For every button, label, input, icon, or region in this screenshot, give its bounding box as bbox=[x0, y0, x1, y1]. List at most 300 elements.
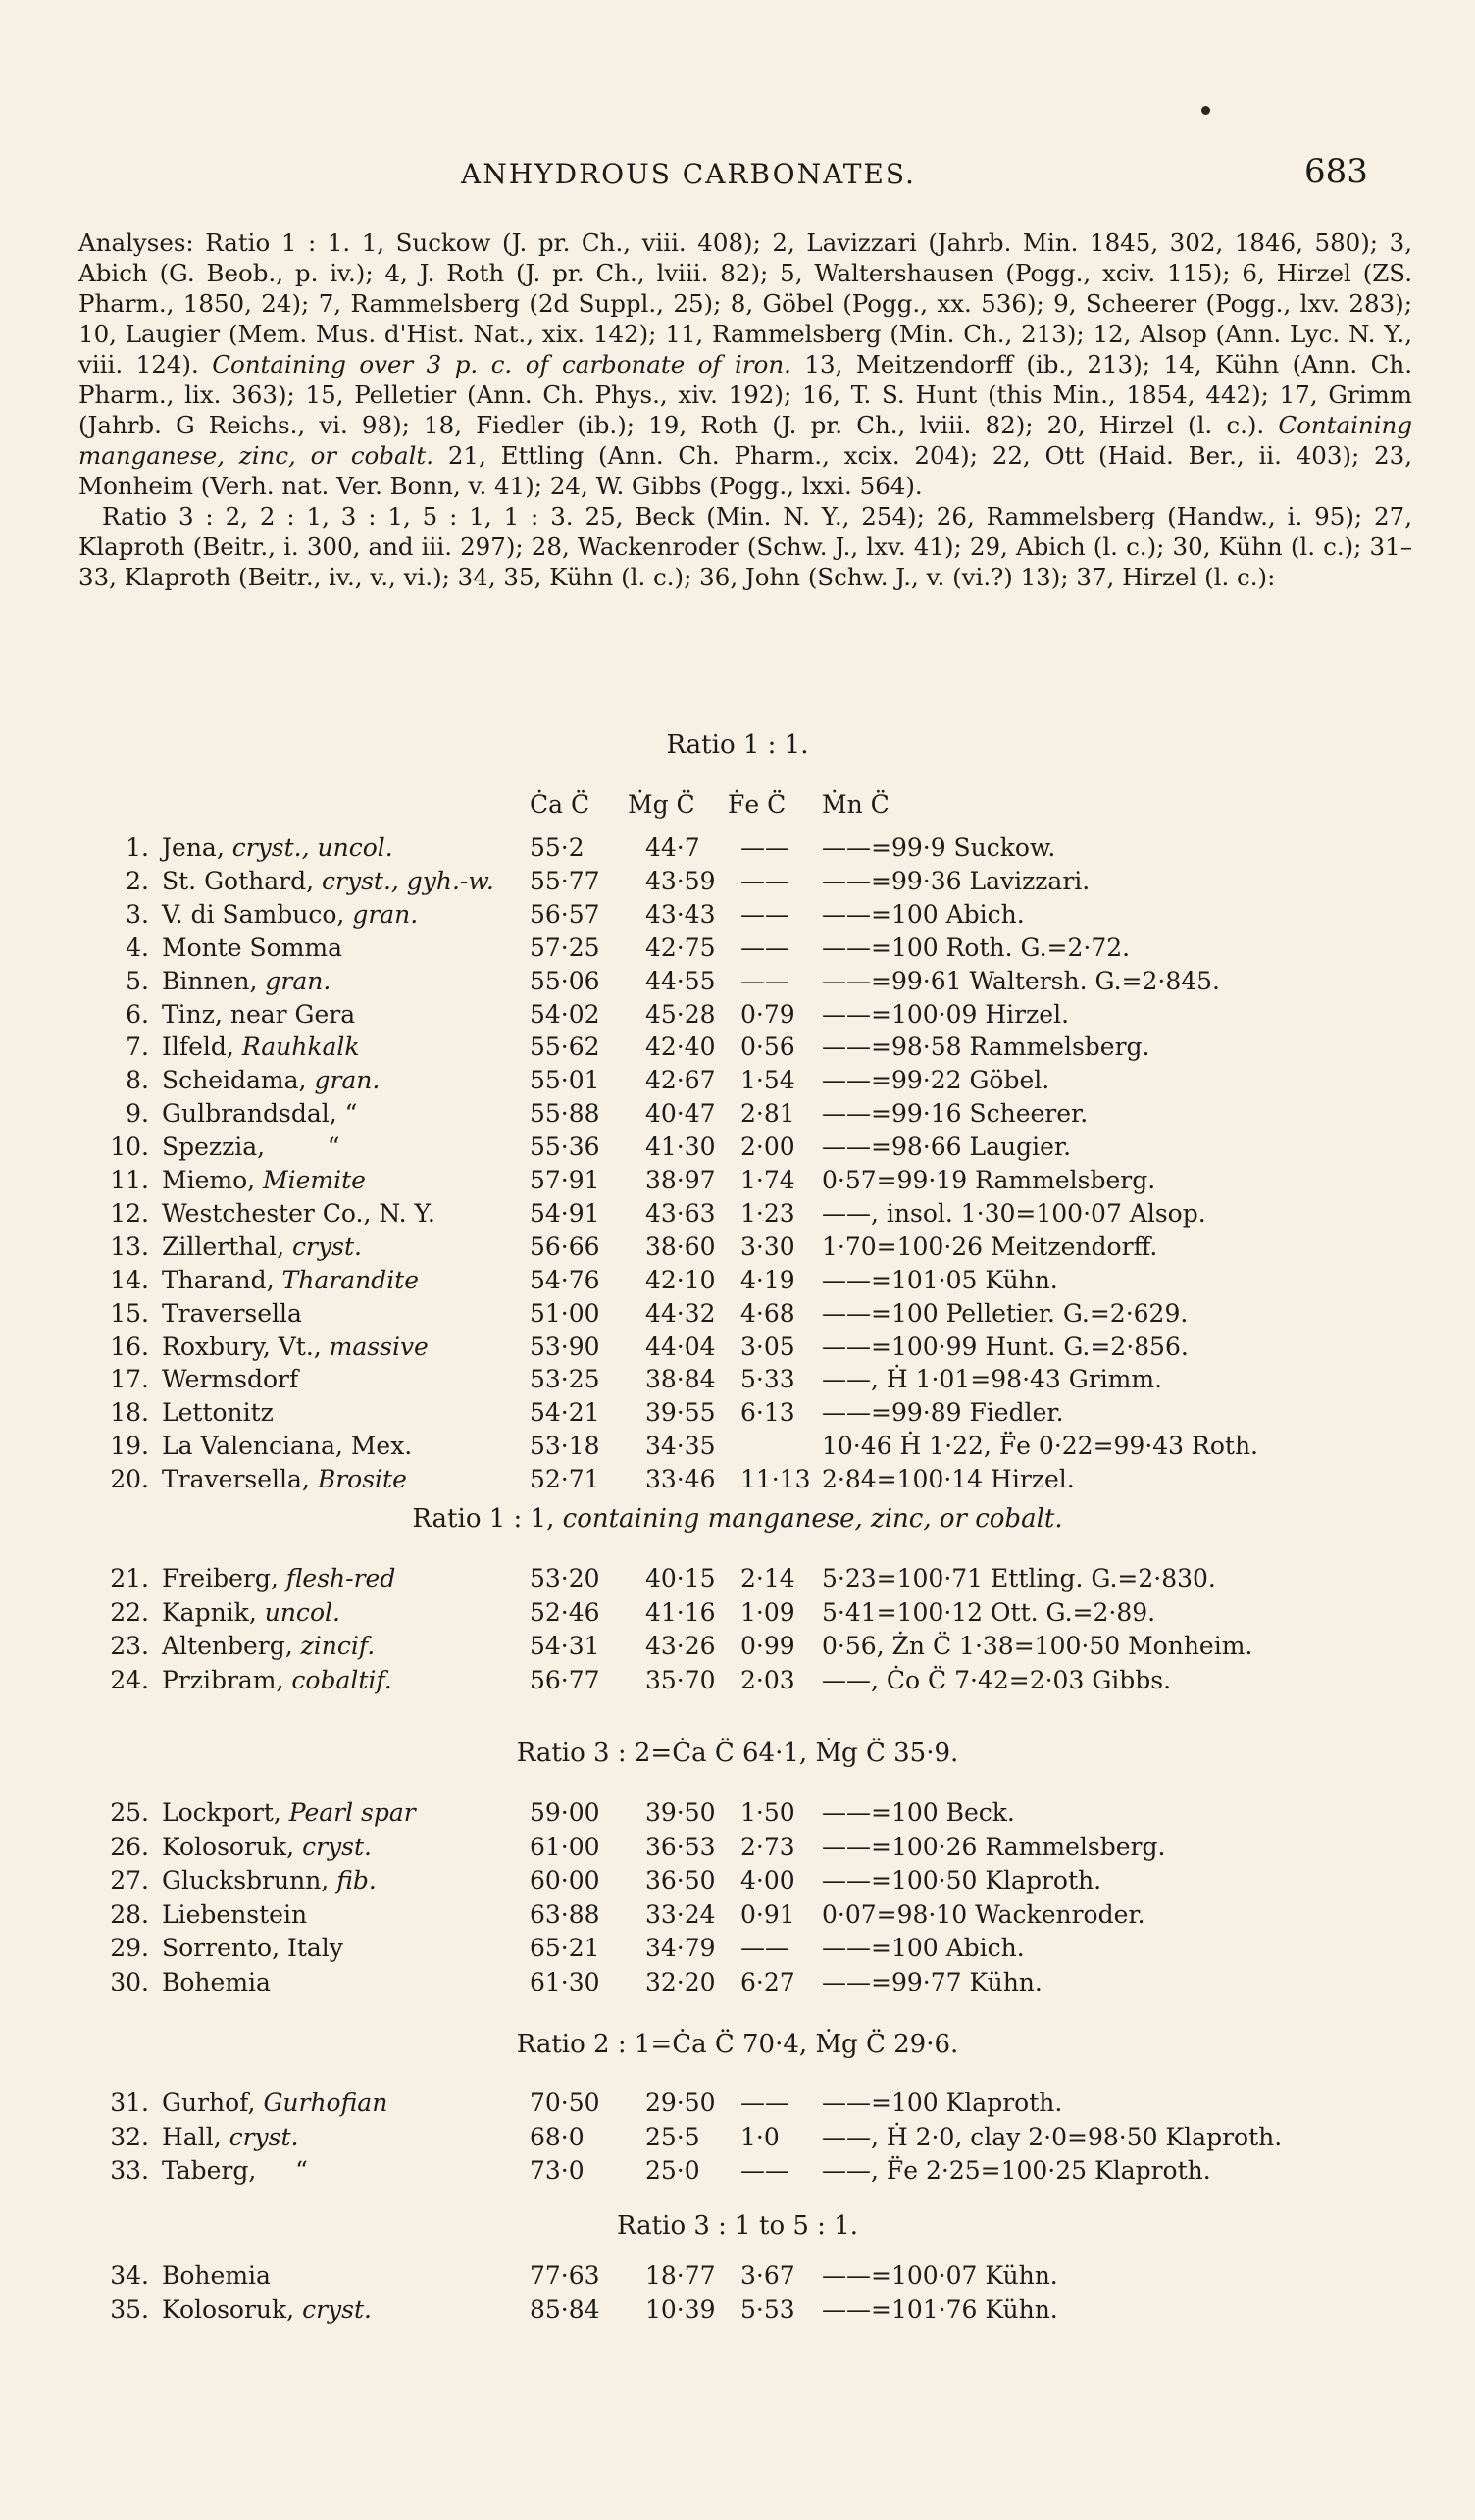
locality bbox=[162, 967, 331, 995]
value-mg-carbonate: 32·20 bbox=[645, 1968, 716, 1996]
row-number: 20. bbox=[110, 1465, 149, 1494]
value-mg-carbonate: 43·43 bbox=[645, 899, 716, 929]
value-fe-carbonate: 3·30 bbox=[740, 1232, 795, 1261]
value-fe-carbonate: 4·00 bbox=[740, 1866, 795, 1895]
table-row bbox=[0, 2261, 1475, 2294]
table-row bbox=[0, 1900, 1475, 1934]
locality bbox=[162, 1199, 435, 1228]
section-title: Ratio 3 : 2=Ċa C̈ 64·1, Ṁg C̈ 35·9. bbox=[516, 1739, 959, 1768]
value-mn-total-analyst: ——=99·61 Waltersh. G.=2·845. bbox=[822, 966, 1220, 995]
locality-variety: cryst., uncol. bbox=[231, 833, 393, 862]
value-mg-carbonate: 40·47 bbox=[645, 1099, 716, 1129]
locality bbox=[162, 1564, 395, 1592]
row-number: 7. bbox=[126, 1033, 149, 1062]
value-ca-carbonate: 52·46 bbox=[530, 1597, 600, 1627]
locality-name: Tharand, bbox=[162, 1265, 282, 1294]
value-ca-carbonate: 53·20 bbox=[530, 1564, 600, 1592]
value-mg-carbonate: 36·50 bbox=[645, 1866, 716, 1895]
locality-name: Gulbrandsdal, “ bbox=[162, 1099, 358, 1129]
value-ca-carbonate: 77·63 bbox=[530, 2261, 600, 2290]
table-row bbox=[0, 1465, 1475, 1498]
value-mg-carbonate: 41·16 bbox=[645, 1597, 716, 1627]
row-number: 9. bbox=[126, 1099, 149, 1129]
table-row bbox=[0, 1564, 1475, 1597]
value-fe-carbonate: 11·13 bbox=[740, 1465, 811, 1494]
value-mn-total-analyst: 5·23=100·71 Ettling. G.=2·830. bbox=[822, 1564, 1216, 1592]
value-ca-carbonate: 55·06 bbox=[530, 966, 600, 995]
locality-variety: Rauhkalk bbox=[241, 1033, 360, 1062]
value-ca-carbonate: 68·0 bbox=[530, 2122, 585, 2151]
value-mg-carbonate: 35·70 bbox=[645, 1665, 716, 1694]
analyses-text: 21, Ettling (Ann. Ch. Pharm., xcix. 204); 22, Ott (Haid. Ber., ii. 403); 23, Monheim (Verh. nat. Ver. Bonn, v. 41); 24, W. Gibbs (Pogg., lxxi. 564). bbox=[78, 441, 1412, 500]
row-number: 1. bbox=[126, 833, 149, 862]
table-row bbox=[0, 1066, 1475, 1099]
row-number: 16. bbox=[110, 1332, 149, 1361]
value-fe-carbonate: 1·23 bbox=[740, 1198, 795, 1228]
value-ca-carbonate: 73·0 bbox=[530, 2156, 585, 2185]
locality-name: Roxbury, Vt., bbox=[162, 1332, 330, 1361]
row-number: 2. bbox=[126, 866, 149, 895]
value-fe-carbonate: 6·13 bbox=[740, 1398, 795, 1428]
locality bbox=[162, 933, 342, 962]
value-mg-carbonate: 41·30 bbox=[645, 1133, 716, 1162]
row-number: 5. bbox=[126, 966, 149, 995]
analyses-references bbox=[78, 227, 1412, 592]
value-fe-carbonate: 2·14 bbox=[740, 1564, 795, 1592]
value-ca-carbonate: 54·76 bbox=[530, 1265, 600, 1294]
value-mg-carbonate: 34·35 bbox=[645, 1432, 716, 1461]
locality bbox=[162, 1666, 392, 1694]
value-ca-carbonate: 61·00 bbox=[530, 1832, 600, 1861]
section-title: Ratio 3 : 1 to 5 : 1. bbox=[617, 2211, 858, 2241]
locality-variety: fib. bbox=[336, 1866, 377, 1895]
table-row bbox=[0, 933, 1475, 967]
column-header-ca: Ċa C̈ bbox=[530, 790, 590, 819]
locality-name: Traversella bbox=[162, 1298, 302, 1328]
locality-name: Hall, bbox=[162, 2122, 229, 2151]
value-mn-total-analyst: 0·57=99·19 Rammelsberg. bbox=[822, 1166, 1156, 1194]
row-number: 14. bbox=[110, 1265, 149, 1294]
value-mn-total-analyst: ——, Ḣ 2·0, clay 2·0=98·50 Klaproth. bbox=[822, 2122, 1283, 2151]
locality-name: Freiberg, bbox=[162, 1564, 286, 1592]
value-mg-carbonate: 38·84 bbox=[645, 1365, 716, 1394]
locality-name: Traversella, bbox=[162, 1465, 318, 1494]
locality-variety: cryst. bbox=[302, 1832, 372, 1861]
row-number: 24. bbox=[110, 1665, 149, 1694]
row-number: 28. bbox=[110, 1899, 149, 1929]
row-number: 3. bbox=[126, 899, 149, 929]
value-mn-total-analyst: ——=100·99 Hunt. G.=2·856. bbox=[822, 1332, 1189, 1361]
value-mn-total-analyst: ——, Ḣ 1·01=98·43 Grimm. bbox=[822, 1365, 1163, 1394]
locality bbox=[162, 2123, 299, 2151]
page-number: 683 bbox=[1304, 152, 1368, 191]
row-number: 21. bbox=[110, 1564, 149, 1592]
value-mg-carbonate: 43·59 bbox=[645, 866, 716, 895]
value-mn-total-analyst: 10·46 Ḣ 1·22, F̈e 0·22=99·43 Roth. bbox=[822, 1432, 1259, 1461]
row-number: 26. bbox=[110, 1832, 149, 1861]
value-mn-total-analyst: 5·41=100·12 Ott. G.=2·89. bbox=[822, 1597, 1156, 1627]
value-mg-carbonate: 40·15 bbox=[645, 1564, 716, 1592]
value-ca-carbonate: 85·84 bbox=[530, 2294, 600, 2324]
value-ca-carbonate: 65·21 bbox=[530, 1934, 600, 1963]
row-number: 23. bbox=[110, 1632, 149, 1660]
value-mg-carbonate: 42·75 bbox=[645, 932, 716, 962]
locality-variety: cryst. bbox=[302, 2294, 372, 2324]
value-ca-carbonate: 57·91 bbox=[530, 1166, 600, 1194]
locality-variety: zincif. bbox=[300, 1632, 376, 1660]
value-fe-carbonate: —— bbox=[740, 966, 789, 995]
value-mg-carbonate: 10·39 bbox=[645, 2294, 716, 2324]
value-fe-carbonate: 2·00 bbox=[740, 1133, 795, 1162]
table-row bbox=[0, 2295, 1475, 2329]
value-mg-carbonate: 25·0 bbox=[645, 2156, 700, 2185]
column-header-fe: Ḟe C̈ bbox=[728, 790, 787, 819]
value-fe-carbonate: 1·0 bbox=[740, 2122, 780, 2151]
row-number: 15. bbox=[110, 1298, 149, 1328]
table-row bbox=[0, 1398, 1475, 1432]
value-mn-total-analyst: ——=101·76 Kühn. bbox=[822, 2294, 1058, 2324]
value-ca-carbonate: 55·77 bbox=[530, 866, 600, 895]
value-mg-carbonate: 42·10 bbox=[645, 1265, 716, 1294]
locality-name: V. di Sambuco, bbox=[162, 899, 353, 929]
locality-name: Scheidama, bbox=[162, 1066, 315, 1095]
value-mn-total-analyst: ——=98·58 Rammelsberg. bbox=[822, 1033, 1150, 1062]
value-mg-carbonate: 18·77 bbox=[645, 2261, 716, 2290]
locality-variety: cobaltif. bbox=[291, 1665, 392, 1694]
value-mn-total-analyst: ——, F̈e 2·25=100·25 Klaproth. bbox=[822, 2156, 1211, 2185]
value-mn-total-analyst: ——=100·50 Klaproth. bbox=[822, 1866, 1102, 1895]
value-mn-total-analyst: ——=99·9 Suckow. bbox=[822, 833, 1056, 862]
row-number: 32. bbox=[110, 2122, 149, 2151]
value-fe-carbonate: 2·81 bbox=[740, 1099, 795, 1129]
section-title: Ratio 1 : 1. bbox=[666, 731, 809, 760]
locality bbox=[162, 1632, 375, 1660]
value-mg-carbonate: 42·67 bbox=[645, 1066, 716, 1095]
value-mg-carbonate: 42·40 bbox=[645, 1033, 716, 1062]
table-row bbox=[0, 1666, 1475, 1699]
value-mn-total-analyst: ——=100 Abich. bbox=[822, 1934, 1025, 1963]
row-number: 4. bbox=[126, 932, 149, 962]
value-fe-carbonate: —— bbox=[740, 2089, 789, 2117]
analyses-subhead-manganese: Containing manganese, zinc, or cobalt. bbox=[78, 411, 1412, 470]
table-row bbox=[0, 1866, 1475, 1899]
locality-variety: massive bbox=[329, 1332, 429, 1361]
value-mn-total-analyst: ——=100 Abich. bbox=[822, 899, 1025, 929]
table-row bbox=[0, 1365, 1475, 1398]
value-ca-carbonate: 56·77 bbox=[530, 1665, 600, 1694]
table-row bbox=[0, 900, 1475, 933]
locality bbox=[162, 1000, 355, 1029]
value-mg-carbonate: 44·04 bbox=[645, 1332, 716, 1361]
table-row bbox=[0, 1798, 1475, 1832]
value-fe-carbonate: 6·27 bbox=[740, 1968, 795, 1996]
value-ca-carbonate: 55·2 bbox=[530, 833, 585, 862]
row-number: 12. bbox=[110, 1198, 149, 1228]
table-row bbox=[0, 1333, 1475, 1366]
locality bbox=[162, 2156, 308, 2185]
table-row bbox=[0, 2156, 1475, 2190]
value-mg-carbonate: 29·50 bbox=[645, 2089, 716, 2117]
table-row bbox=[0, 1833, 1475, 1866]
value-fe-carbonate: 0·56 bbox=[740, 1033, 795, 1062]
value-ca-carbonate: 51·00 bbox=[530, 1298, 600, 1328]
locality bbox=[162, 1598, 340, 1627]
value-mg-carbonate: 44·7 bbox=[645, 833, 700, 862]
analyses-text: 13, Meitzendorff (ib., 213); 14, Kühn (Ann. Ch. Pharm., lix. 363); 15, Pelletier (Ann. Ch. Phys., xiv. 192); 16, T. S. Hunt (this Min., 1854, 442); 17, Grimm (Jahrb. G Reichs., vi. 98); 18, Fiedler (ib.); 19, Roth (J. pr. Ch., lviii. 82); 20, Hirzel (l. c.). bbox=[78, 350, 1412, 439]
value-fe-carbonate: —— bbox=[740, 833, 789, 862]
value-ca-carbonate: 57·25 bbox=[530, 932, 600, 962]
value-fe-carbonate: 3·67 bbox=[740, 2261, 795, 2290]
value-mn-total-analyst: 2·84=100·14 Hirzel. bbox=[822, 1465, 1075, 1494]
value-ca-carbonate: 52·71 bbox=[530, 1465, 600, 1494]
value-fe-carbonate: 4·19 bbox=[740, 1265, 795, 1294]
locality bbox=[162, 1365, 298, 1393]
value-ca-carbonate: 56·66 bbox=[530, 1232, 600, 1261]
locality bbox=[162, 1233, 362, 1261]
locality-name: Kolosoruk, bbox=[162, 2294, 303, 2324]
locality-name: Gurhof, bbox=[162, 2089, 264, 2117]
locality-name: Sorrento, Italy bbox=[162, 1934, 343, 1963]
table-row bbox=[0, 2089, 1475, 2122]
locality-name: Bohemia bbox=[162, 2261, 271, 2290]
value-fe-carbonate: 5·53 bbox=[740, 2294, 795, 2324]
locality bbox=[162, 2089, 387, 2117]
value-ca-carbonate: 53·18 bbox=[530, 1432, 600, 1461]
table-row bbox=[0, 1632, 1475, 1665]
row-number: 30. bbox=[110, 1968, 149, 1996]
value-ca-carbonate: 54·91 bbox=[530, 1198, 600, 1228]
locality-variety: Brosite bbox=[317, 1465, 407, 1494]
value-fe-carbonate: 2·73 bbox=[740, 1832, 795, 1861]
locality bbox=[162, 1432, 412, 1460]
value-fe-carbonate: —— bbox=[740, 866, 789, 895]
value-mn-total-analyst: ——=100·26 Rammelsberg. bbox=[822, 1832, 1166, 1861]
value-fe-carbonate: 2·03 bbox=[740, 1665, 795, 1694]
value-mg-carbonate: 39·50 bbox=[645, 1798, 716, 1827]
value-fe-carbonate: 3·05 bbox=[740, 1332, 795, 1361]
locality-name: Liebenstein bbox=[162, 1899, 308, 1929]
value-mn-total-analyst: ——, Ċo C̈ 7·42=2·03 Gibbs. bbox=[822, 1665, 1172, 1694]
table-row bbox=[0, 2123, 1475, 2156]
value-fe-carbonate: 0·99 bbox=[740, 1632, 795, 1660]
row-number: 22. bbox=[110, 1597, 149, 1627]
locality-name: Bohemia bbox=[162, 1968, 271, 1996]
locality-name: Miemo, bbox=[162, 1166, 264, 1194]
value-mn-total-analyst: ——=100 Roth. G.=2·72. bbox=[822, 932, 1131, 962]
value-mn-total-analyst: ——=100 Pelletier. G.=2·629. bbox=[822, 1298, 1189, 1328]
value-ca-carbonate: 55·88 bbox=[530, 1099, 600, 1129]
row-number: 18. bbox=[110, 1398, 149, 1428]
locality-name: Jena, bbox=[162, 833, 232, 862]
value-mg-carbonate: 25·5 bbox=[645, 2122, 700, 2151]
locality-variety: flesh-red bbox=[285, 1564, 396, 1592]
column-header-mn: Ṁn C̈ bbox=[822, 790, 890, 819]
locality bbox=[162, 1798, 416, 1827]
locality bbox=[162, 2295, 372, 2324]
analyses-paragraph-ratio-1-1 bbox=[78, 227, 1412, 501]
locality-variety: gran. bbox=[352, 899, 419, 929]
table-row bbox=[0, 1199, 1475, 1233]
value-ca-carbonate: 63·88 bbox=[530, 1899, 600, 1929]
value-ca-carbonate: 59·00 bbox=[530, 1798, 600, 1827]
value-mg-carbonate: 33·46 bbox=[645, 1465, 716, 1494]
value-mg-carbonate: 38·60 bbox=[645, 1232, 716, 1261]
locality-variety: Tharandite bbox=[281, 1265, 420, 1294]
locality bbox=[162, 1066, 380, 1094]
value-ca-carbonate: 55·36 bbox=[530, 1133, 600, 1162]
column-headers bbox=[0, 790, 1475, 824]
running-title: ANHYDROUS CARBONATES. bbox=[461, 158, 916, 190]
value-fe-carbonate: 0·79 bbox=[740, 999, 795, 1029]
value-mn-total-analyst: ——=100 Beck. bbox=[822, 1798, 1015, 1827]
value-mg-carbonate: 43·63 bbox=[645, 1198, 716, 1228]
value-fe-carbonate: 1·54 bbox=[740, 1066, 795, 1095]
value-mn-total-analyst: ——=100·07 Kühn. bbox=[822, 2261, 1058, 2290]
value-fe-carbonate: 1·74 bbox=[740, 1166, 795, 1194]
locality-name: Kapnik, bbox=[162, 1597, 265, 1627]
locality-name: Lettonitz bbox=[162, 1398, 274, 1428]
table-row bbox=[0, 1166, 1475, 1199]
value-ca-carbonate: 70·50 bbox=[530, 2089, 600, 2117]
value-mn-total-analyst: ——=99·22 Göbel. bbox=[822, 1066, 1050, 1095]
value-ca-carbonate: 60·00 bbox=[530, 1866, 600, 1895]
value-fe-carbonate: 0·91 bbox=[740, 1899, 795, 1929]
locality bbox=[162, 1934, 343, 1962]
locality bbox=[162, 1133, 339, 1161]
locality-name: Przibram, bbox=[162, 1665, 292, 1694]
value-mg-carbonate: 39·55 bbox=[645, 1398, 716, 1428]
locality-variety: gran. bbox=[314, 1066, 381, 1095]
value-mg-carbonate: 36·53 bbox=[645, 1832, 716, 1861]
row-number: 19. bbox=[110, 1432, 149, 1461]
value-mn-total-analyst: ——=99·77 Kühn. bbox=[822, 1968, 1043, 1996]
locality-name: Spezzia, “ bbox=[162, 1133, 340, 1162]
locality bbox=[162, 1299, 302, 1328]
value-mn-total-analyst: ——, insol. 1·30=100·07 Alsop. bbox=[822, 1198, 1206, 1228]
locality-variety: uncol. bbox=[264, 1597, 340, 1627]
column-header-mg: Ṁg C̈ bbox=[628, 790, 695, 819]
analyses-paragraph-other-ratios bbox=[78, 501, 1412, 592]
locality-name: Taberg, “ bbox=[162, 2156, 308, 2185]
value-mn-total-analyst: ——=99·16 Scheerer. bbox=[822, 1099, 1089, 1129]
value-mn-total-analyst: ——=100 Klaproth. bbox=[822, 2089, 1063, 2117]
locality bbox=[162, 900, 418, 929]
analyses-text: Ratio 3 : 2, 2 : 1, 3 : 1, 5 : 1, 1 : 3. 25, Beck (Min. N. Y., 254); 26, Rammelsberg (Handw., i. 95); 27, Klaproth (Beitr., i. 300, and iii. 297); 28, Wackenroder (Schw. J., lxv. 41); 29, Abich (l. c.); 30, Kühn (l. c.); 31–33, Klaproth (Beitr., iv., v., vi.); 34, 35, Kühn (l. c.); 36, John (Schw. J., v. (vi.?) 13); 37, Hirzel (l. c.): bbox=[78, 502, 1412, 591]
table-row bbox=[0, 1233, 1475, 1266]
locality-name: Westchester Co., N. Y. bbox=[162, 1198, 435, 1228]
locality-name: Tinz, near Gera bbox=[162, 999, 356, 1029]
value-mg-carbonate: 44·55 bbox=[645, 966, 716, 995]
value-ca-carbonate: 55·01 bbox=[530, 1066, 600, 1095]
locality bbox=[162, 1900, 307, 1929]
value-ca-carbonate: 54·21 bbox=[530, 1398, 600, 1428]
locality-name: Altenberg, bbox=[162, 1632, 301, 1660]
table-row bbox=[0, 967, 1475, 1000]
locality-variety: Miemite bbox=[263, 1166, 366, 1194]
locality bbox=[162, 1866, 377, 1894]
table-row bbox=[0, 1133, 1475, 1166]
value-fe-carbonate: —— bbox=[740, 2156, 789, 2185]
table-row bbox=[0, 1299, 1475, 1333]
locality-variety: cryst. bbox=[229, 2122, 299, 2151]
value-mn-total-analyst: ——=99·36 Lavizzari. bbox=[822, 866, 1091, 895]
value-mg-carbonate: 33·24 bbox=[645, 1899, 716, 1929]
locality bbox=[162, 1968, 271, 1996]
row-number: 29. bbox=[110, 1934, 149, 1963]
row-number: 35. bbox=[110, 2294, 149, 2324]
locality bbox=[162, 867, 494, 895]
locality bbox=[162, 1465, 407, 1493]
locality bbox=[162, 1833, 372, 1861]
value-mg-carbonate: 38·97 bbox=[645, 1166, 716, 1194]
value-mg-carbonate: 45·28 bbox=[645, 999, 716, 1029]
locality-name: Kolosoruk, bbox=[162, 1832, 303, 1861]
value-fe-carbonate: 1·09 bbox=[740, 1597, 795, 1627]
table-row bbox=[0, 1598, 1475, 1632]
value-fe-carbonate: 1·50 bbox=[740, 1798, 795, 1827]
row-number: 17. bbox=[110, 1365, 149, 1394]
table-row bbox=[0, 1000, 1475, 1033]
analyses-text: Analyses: Ratio 1 : 1. 1, Suckow (J. pr. Ch., viii. 408); 2, Lavizzari (Jahrb. Min. 1845, 302, 1846, 580); 3, Abich (G. Beob., p. iv.); 4, J. Roth (J. pr. Ch., lviii. 82); 5, Waltershausen (Pogg., xciv. 115); 6, Hirzel (ZS. Pharm., 1850, 24); 7, Rammelsberg (2d Suppl., 25); 8, Göbel (Pogg., xx. 536); 9, Scheerer (Pogg., lxv. 283); 10, Laugier (Mem. Mus. d'Hist. Nat., xix. 142); 11, Rammelsberg (Min. Ch., 213); 12, Alsop (Ann. Lyc. N. Y., viii. 124). bbox=[78, 228, 1412, 378]
locality-name: St. Gothard, bbox=[162, 866, 322, 895]
locality bbox=[162, 1099, 357, 1128]
locality-variety: cryst. bbox=[292, 1232, 362, 1261]
locality-variety: Gurhofian bbox=[263, 2089, 388, 2117]
value-mn-total-analyst: 0·56, Żn C̈ 1·38=100·50 Monheim. bbox=[822, 1632, 1253, 1660]
locality bbox=[162, 1033, 360, 1061]
locality-variety: Pearl spar bbox=[288, 1798, 416, 1827]
value-mn-total-analyst: ——=98·66 Laugier. bbox=[822, 1133, 1072, 1162]
value-mn-total-analyst: 0·07=98·10 Wackenroder. bbox=[822, 1899, 1145, 1929]
value-fe-carbonate: 5·33 bbox=[740, 1365, 795, 1394]
locality-name: Monte Somma bbox=[162, 932, 343, 962]
locality-name: Zillerthal, bbox=[162, 1232, 293, 1261]
value-fe-carbonate: —— bbox=[740, 1934, 789, 1963]
locality-name: La Valenciana, Mex. bbox=[162, 1432, 413, 1461]
value-ca-carbonate: 53·25 bbox=[530, 1365, 600, 1394]
value-ca-carbonate: 54·31 bbox=[530, 1632, 600, 1660]
locality bbox=[162, 1166, 366, 1194]
table-row bbox=[0, 1266, 1475, 1299]
locality-name: Wermsdorf bbox=[162, 1365, 299, 1394]
locality-variety: cryst., gyh.-w. bbox=[322, 866, 494, 895]
running-head bbox=[0, 152, 1475, 201]
value-mg-carbonate: 34·79 bbox=[645, 1934, 716, 1963]
value-mn-total-analyst: ——=100·09 Hirzel. bbox=[822, 999, 1070, 1029]
value-mg-carbonate: 43·26 bbox=[645, 1632, 716, 1660]
row-number: 31. bbox=[110, 2089, 149, 2117]
table-row bbox=[0, 833, 1475, 867]
section-title: Ratio 1 : 1, containing manganese, zinc, or cobalt. bbox=[412, 1504, 1063, 1534]
row-number: 25. bbox=[110, 1798, 149, 1827]
locality-variety: gran. bbox=[265, 966, 331, 995]
value-fe-carbonate: —— bbox=[740, 899, 789, 929]
locality bbox=[162, 1398, 274, 1427]
row-number: 6. bbox=[126, 999, 149, 1029]
value-ca-carbonate: 54·02 bbox=[530, 999, 600, 1029]
value-ca-carbonate: 61·30 bbox=[530, 1968, 600, 1996]
value-ca-carbonate: 53·90 bbox=[530, 1332, 600, 1361]
row-number: 8. bbox=[126, 1066, 149, 1095]
table-row bbox=[0, 1033, 1475, 1066]
analyses-subhead-iron: Containing over 3 p. c. of carbonate of iron. bbox=[212, 350, 791, 378]
section-title: Ratio 2 : 1=Ċa C̈ 70·4, Ṁg C̈ 29·6. bbox=[516, 2030, 959, 2059]
table-row bbox=[0, 1934, 1475, 1967]
locality bbox=[162, 1333, 429, 1361]
value-mg-carbonate: 44·32 bbox=[645, 1298, 716, 1328]
locality bbox=[162, 2261, 271, 2290]
value-mn-total-analyst: 1·70=100·26 Meitzendorff. bbox=[822, 1232, 1158, 1261]
